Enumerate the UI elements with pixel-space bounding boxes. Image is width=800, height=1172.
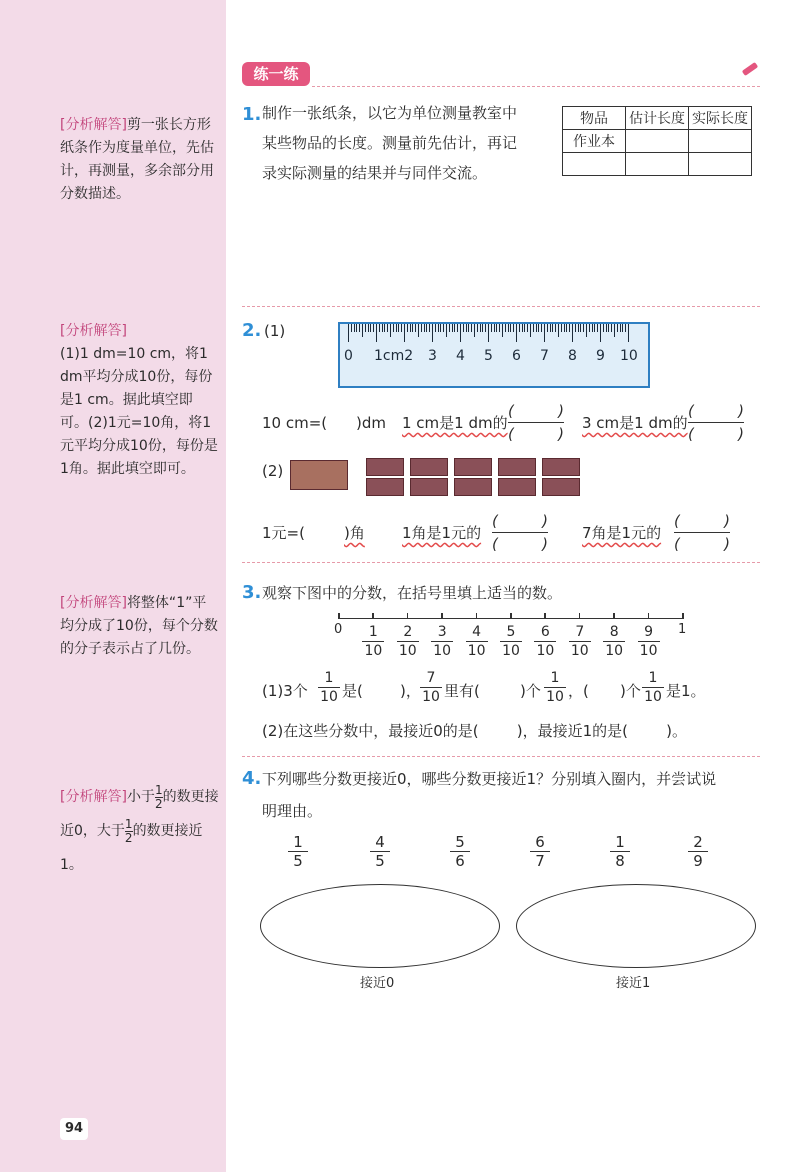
- ruler-tick: [516, 324, 517, 342]
- ruler-tick: [538, 324, 539, 332]
- one-yuan-note: [290, 460, 348, 490]
- ruler-tick: [513, 324, 514, 332]
- ruler-tick: [351, 324, 352, 332]
- table-header-actual: 实际长度: [689, 107, 752, 130]
- ruler-tick: [457, 324, 458, 332]
- ruler-tick: [379, 324, 380, 332]
- ruler-tick: [566, 324, 567, 332]
- q2-part2-label: (2): [262, 462, 284, 480]
- ruler-tick: [544, 324, 545, 342]
- ruler-tick: [499, 324, 500, 332]
- ruler-tick: [555, 324, 556, 332]
- ruler-tick: [424, 324, 425, 332]
- ruler-tick: [561, 324, 562, 332]
- divider-1: [242, 306, 760, 307]
- axis-tick: [682, 613, 684, 619]
- table-cell-blank[interactable]: [563, 153, 626, 176]
- ruler-tick: [376, 324, 377, 342]
- ruler-tick: [575, 324, 576, 332]
- oval-label-one: 接近1: [616, 976, 651, 991]
- ruler-tick: [519, 324, 520, 332]
- q4-line2: 明理由。: [262, 802, 323, 820]
- q2-line-a1: 10 cm=(: [262, 414, 328, 432]
- ruler-tick: [533, 324, 534, 332]
- q4-fraction: 5 6: [450, 834, 470, 869]
- q3-s1-h: 是1。: [666, 682, 706, 700]
- ruler-tick: [580, 324, 581, 332]
- ruler-tick: [390, 324, 391, 337]
- one-jiao-note: [366, 458, 404, 476]
- one-jiao-note: [498, 478, 536, 496]
- ruler-tick: [446, 324, 447, 337]
- axis-fraction-label: 7 10: [569, 624, 591, 659]
- frac-1-10: 1 10: [642, 670, 664, 705]
- q1-number: 1.: [242, 104, 262, 125]
- ruler-tick: [368, 324, 369, 332]
- axis-tick: [579, 613, 581, 619]
- q4-fraction: 1 5: [288, 834, 308, 869]
- axis-fraction-label: 6 10: [534, 624, 556, 659]
- blank-fraction[interactable]: ( ) ( ): [688, 402, 744, 443]
- ruler-tick: [564, 324, 565, 332]
- ruler-tick: [592, 324, 593, 332]
- axis-tick: [407, 613, 409, 619]
- ruler-tick: [474, 324, 475, 337]
- side-note-3: [分析解答]将整体“1”平均分成了10份，每个分数的分子表示占了几份。: [60, 595, 218, 657]
- divider-2: [242, 562, 760, 563]
- axis-fraction-label: 5 10: [500, 624, 522, 659]
- ruler-tick: [393, 324, 394, 332]
- side-frac-half-2: $\frac{1}{2}$: [124, 816, 133, 845]
- frac-7-10: 7 10: [420, 670, 442, 705]
- q1-line3: 录实际测量的结果并与同伴交流。: [262, 164, 488, 182]
- axis-fraction-label: 4 10: [466, 624, 488, 659]
- ruler-tick: [600, 324, 601, 342]
- ruler-tick: [482, 324, 483, 332]
- ruler-tick: [524, 324, 525, 332]
- ruler-tick: [494, 324, 495, 332]
- q4-fraction: 4 5: [370, 834, 390, 869]
- ruler-tick: [622, 324, 623, 332]
- q2-line-a2: )dm: [356, 414, 386, 432]
- pencil-icon: [742, 62, 759, 76]
- axis-fraction-label: 2 10: [397, 624, 419, 659]
- blank-fraction[interactable]: ( ) ( ): [674, 512, 730, 553]
- ruler-tick: [522, 324, 523, 332]
- header-divider: [312, 86, 760, 87]
- one-jiao-note: [410, 458, 448, 476]
- ruler-tick: [578, 324, 579, 332]
- measure-table: [562, 106, 752, 176]
- ruler-tick: [594, 324, 595, 332]
- axis-tick: [372, 613, 374, 619]
- q1-line1: 制作一张纸条，以它为单位测量教室中: [262, 104, 518, 122]
- ruler-tick: [452, 324, 453, 332]
- ruler-tick: [527, 324, 528, 332]
- ruler-tick: [530, 324, 531, 337]
- axis-fraction-label: 9 10: [638, 624, 660, 659]
- one-jiao-note: [366, 478, 404, 496]
- ruler-tick: [418, 324, 419, 337]
- ruler-tick: [398, 324, 399, 332]
- axis-tick: [476, 613, 478, 619]
- ruler-tick: [558, 324, 559, 337]
- ruler-tick: [466, 324, 467, 332]
- q2-line-e: 1角是1元的: [402, 524, 482, 542]
- ruler-tick: [572, 324, 573, 342]
- ruler-tick: [586, 324, 587, 337]
- ruler-tick: [348, 324, 349, 342]
- one-jiao-note: [542, 478, 580, 496]
- ruler-tick: [443, 324, 444, 332]
- ruler-tick: [359, 324, 360, 332]
- ruler-tick: [502, 324, 503, 337]
- frac-1-10: 1 10: [544, 670, 566, 705]
- q2-line-b: 1 cm是1 dm的: [402, 414, 508, 432]
- q3-title: 观察下图中的分数，在括号里填上适当的数。: [262, 584, 563, 602]
- q2-part1-label: (1): [264, 322, 286, 340]
- q3-s1-f: ，(: [568, 682, 589, 700]
- ruler-tick: [387, 324, 388, 332]
- oval-near-zero[interactable]: [260, 884, 500, 968]
- q4-fraction: 6 7: [530, 834, 550, 869]
- q3-s1-c: )，: [400, 682, 421, 700]
- table-header-estimate: 估计长度: [626, 107, 689, 130]
- ruler-tick: [614, 324, 615, 337]
- ruler-tick: [354, 324, 355, 332]
- axis-fraction-label: 8 10: [603, 624, 625, 659]
- ruler-tick: [415, 324, 416, 332]
- axis-tick: [648, 613, 650, 619]
- table-header-item: 物品: [563, 107, 626, 130]
- q3-s1-e: )个: [520, 682, 541, 700]
- q2-line-d2: )角: [344, 524, 365, 542]
- table-cell-blank[interactable]: [689, 153, 752, 176]
- ruler-tick: [401, 324, 402, 332]
- q4-number: 4.: [242, 768, 262, 789]
- q3-s1-b: 是(: [342, 682, 363, 700]
- ruler-tick: [382, 324, 383, 332]
- q3-s2: (2)在这些分数中，最接近0的是( )，最接近1的是( )。: [262, 722, 688, 740]
- section-badge: 练一练: [242, 62, 310, 86]
- side-note-2: [分析解答] (1)1 dm=10 cm，将1 dm平均分成10份，每份是1 cm。据此填空即可。(2)1元=10角，将1元平均分成10份，每份是1角。据此填空即可。: [60, 323, 218, 477]
- axis-tick: [613, 613, 615, 619]
- one-jiao-note: [410, 478, 448, 496]
- ruler-tick: [510, 324, 511, 332]
- q3-s1-g: )个: [620, 682, 641, 700]
- ruler-tick: [547, 324, 548, 332]
- q3-s1-d: 里有(: [444, 682, 480, 700]
- ruler-tick: [410, 324, 411, 332]
- q4-fraction: 2 9: [688, 834, 708, 869]
- q4-line1: 下列哪些分数更接近0，哪些分数更接近1？分别填入圈内，并尝试说: [262, 770, 717, 788]
- axis-tick: [544, 613, 546, 619]
- ruler-tick: [438, 324, 439, 332]
- ruler-tick: [480, 324, 481, 332]
- side-note-4: [分析解答]小于 $\frac{1}{2}$ 的数更接近0，大于 $\frac{1}{2}$ 的数更接近1。: [60, 782, 219, 873]
- frac-1-10: 1 10: [318, 670, 340, 705]
- ruler-tick: [603, 324, 604, 332]
- ruler-tick: [505, 324, 506, 332]
- blank-fraction[interactable]: ( ) ( ): [492, 512, 548, 553]
- ruler-tick: [412, 324, 413, 332]
- blank-fraction[interactable]: ( ) ( ): [508, 402, 564, 443]
- ruler-tick: [589, 324, 590, 332]
- ruler-tick: [449, 324, 450, 332]
- ruler-tick: [440, 324, 441, 332]
- ruler-tick: [454, 324, 455, 332]
- ruler-tick: [432, 324, 433, 342]
- ruler-tick: [471, 324, 472, 332]
- page-number: 94: [60, 1118, 88, 1140]
- ruler-tick: [468, 324, 469, 332]
- ruler-tick: [463, 324, 464, 332]
- oval-label-zero: 接近0: [360, 976, 395, 991]
- ruler-tick: [460, 324, 461, 342]
- q2-line-c: 3 cm是1 dm的: [582, 414, 688, 432]
- ruler-tick: [550, 324, 551, 332]
- ruler-tick: [407, 324, 408, 332]
- ruler-tick: [396, 324, 397, 332]
- ruler-tick: [365, 324, 366, 332]
- q3-number: 3.: [242, 582, 262, 603]
- q1-line2: 某些物品的长度。测量前先估计，再记: [262, 134, 518, 152]
- ruler-tick: [485, 324, 486, 332]
- ruler-tick: [597, 324, 598, 332]
- side-frac-half-1: $\frac{1}{2}$: [154, 782, 163, 811]
- q2-line-d1: 1元=(: [262, 524, 305, 542]
- ruler-tick: [625, 324, 626, 332]
- ruler-tick: [477, 324, 478, 332]
- ruler-tick: [384, 324, 385, 332]
- ruler-tick: [373, 324, 374, 332]
- divider-3: [242, 756, 760, 757]
- axis-fraction-label: 1 10: [362, 624, 384, 659]
- ruler-tick: [620, 324, 621, 332]
- table-cell-blank[interactable]: [626, 130, 689, 153]
- ruler-tick: [429, 324, 430, 332]
- ruler-tick: [583, 324, 584, 332]
- ruler-tick: [496, 324, 497, 332]
- ruler-tick: [606, 324, 607, 332]
- ruler-tick: [491, 324, 492, 332]
- ruler-tick: [426, 324, 427, 332]
- ruler-tick: [617, 324, 618, 332]
- one-jiao-note: [542, 458, 580, 476]
- ruler-image: 0 1cm2 3 4 5 6 7 8 9 10: [338, 322, 650, 388]
- ruler-tick: [628, 324, 629, 342]
- table-cell-blank[interactable]: [626, 153, 689, 176]
- axis-label-1: 1: [678, 622, 687, 637]
- axis-tick: [510, 613, 512, 619]
- axis-tick: [441, 613, 443, 619]
- q2-line-f: 7角是1元的: [582, 524, 662, 542]
- one-jiao-note: [454, 478, 492, 496]
- ruler-tick: [541, 324, 542, 332]
- ruler-tick: [611, 324, 612, 332]
- ruler-tick: [508, 324, 509, 332]
- axis-label-0: 0: [334, 622, 343, 637]
- ruler-tick: [435, 324, 436, 332]
- ruler-tick: [362, 324, 363, 337]
- one-jiao-note: [498, 458, 536, 476]
- ruler-tick: [608, 324, 609, 332]
- table-cell-blank[interactable]: [689, 130, 752, 153]
- axis-fraction-label: 3 10: [431, 624, 453, 659]
- one-jiao-note: [454, 458, 492, 476]
- ruler-tick: [404, 324, 405, 342]
- ruler-tick: [370, 324, 371, 332]
- q4-fraction: 1 8: [610, 834, 630, 869]
- q3-s1-a: (1)3个: [262, 682, 308, 700]
- side-note-1: [分析解答]剪一张长方形纸条作为度量单位，先估计，再测量，多余部分用分数描述。: [60, 117, 214, 202]
- ruler-tick: [552, 324, 553, 332]
- ruler-tick: [421, 324, 422, 332]
- ruler-tick: [488, 324, 489, 342]
- oval-near-one[interactable]: [516, 884, 756, 968]
- q2-number: 2.: [242, 320, 262, 341]
- ruler-tick: [356, 324, 357, 332]
- table-cell-homework: 作业本: [563, 130, 626, 153]
- ruler-tick: [536, 324, 537, 332]
- ruler-tick: [569, 324, 570, 332]
- axis-tick: [338, 613, 340, 619]
